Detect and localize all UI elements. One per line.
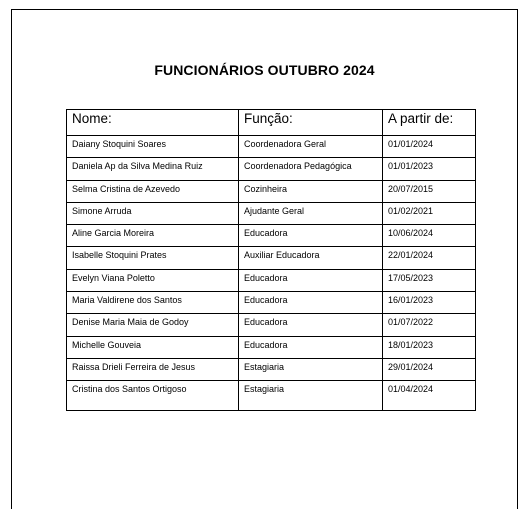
table-row <box>67 336 476 358</box>
cell-start-date: 18/01/2023 <box>383 336 476 358</box>
cell-role: Educadora <box>239 225 383 247</box>
staff-table <box>66 109 476 411</box>
cell-start-date: 01/04/2024 <box>383 381 476 411</box>
cell-role: Educadora <box>239 314 383 336</box>
cell-role: Estagiaria <box>239 381 383 411</box>
cell-role: Educadora <box>239 269 383 291</box>
cell-name: Raissa Drieli Ferreira de Jesus <box>67 358 239 380</box>
table-row <box>67 158 476 180</box>
header-name: Nome: <box>67 110 239 136</box>
cell-start-date: 01/02/2021 <box>383 202 476 224</box>
cell-name: Maria Valdirene dos Santos <box>67 292 239 314</box>
cell-role: Educadora <box>239 292 383 314</box>
cell-name: Daniela Ap da Silva Medina Ruiz <box>67 158 239 180</box>
cell-start-date: 17/05/2023 <box>383 269 476 291</box>
cell-start-date: 01/01/2023 <box>383 158 476 180</box>
document-title: FUNCIONÁRIOS OUTUBRO 2024 <box>154 62 375 78</box>
cell-role: Estagiaria <box>239 358 383 380</box>
header-role: Função: <box>239 110 383 136</box>
cell-name: Evelyn Viana Poletto <box>67 269 239 291</box>
table-row <box>67 247 476 269</box>
cell-role: Auxiliar Educadora <box>239 247 383 269</box>
table-row <box>67 136 476 158</box>
table-row <box>67 314 476 336</box>
table-header-row <box>67 110 476 136</box>
table-row <box>67 292 476 314</box>
table-row <box>67 269 476 291</box>
cell-name: Daiany Stoquini Soares <box>67 136 239 158</box>
cell-name: Simone Arruda <box>67 202 239 224</box>
cell-role: Coordenadora Geral <box>239 136 383 158</box>
cell-role: Educadora <box>239 336 383 358</box>
header-start-date: A partir de: <box>383 110 476 136</box>
cell-start-date: 01/01/2024 <box>383 136 476 158</box>
cell-name: Aline Garcia Moreira <box>67 225 239 247</box>
cell-start-date: 20/07/2015 <box>383 180 476 202</box>
cell-start-date: 16/01/2023 <box>383 292 476 314</box>
cell-start-date: 22/01/2024 <box>383 247 476 269</box>
cell-role: Ajudante Geral <box>239 202 383 224</box>
cell-start-date: 10/06/2024 <box>383 225 476 247</box>
table-row <box>67 180 476 202</box>
table-row <box>67 358 476 380</box>
table-row <box>67 381 476 411</box>
cell-start-date: 29/01/2024 <box>383 358 476 380</box>
cell-name: Cristina dos Santos Ortigoso <box>67 381 239 411</box>
cell-start-date: 01/07/2022 <box>383 314 476 336</box>
document-page <box>11 9 518 509</box>
cell-role: Cozinheira <box>239 180 383 202</box>
cell-role: Coordenadora Pedagógica <box>239 158 383 180</box>
cell-name: Michelle Gouveia <box>67 336 239 358</box>
table-row <box>67 225 476 247</box>
cell-name: Selma Cristina de Azevedo <box>67 180 239 202</box>
table-row <box>67 202 476 224</box>
cell-name: Denise Maria Maia de Godoy <box>67 314 239 336</box>
cell-name: Isabelle Stoquini Prates <box>67 247 239 269</box>
